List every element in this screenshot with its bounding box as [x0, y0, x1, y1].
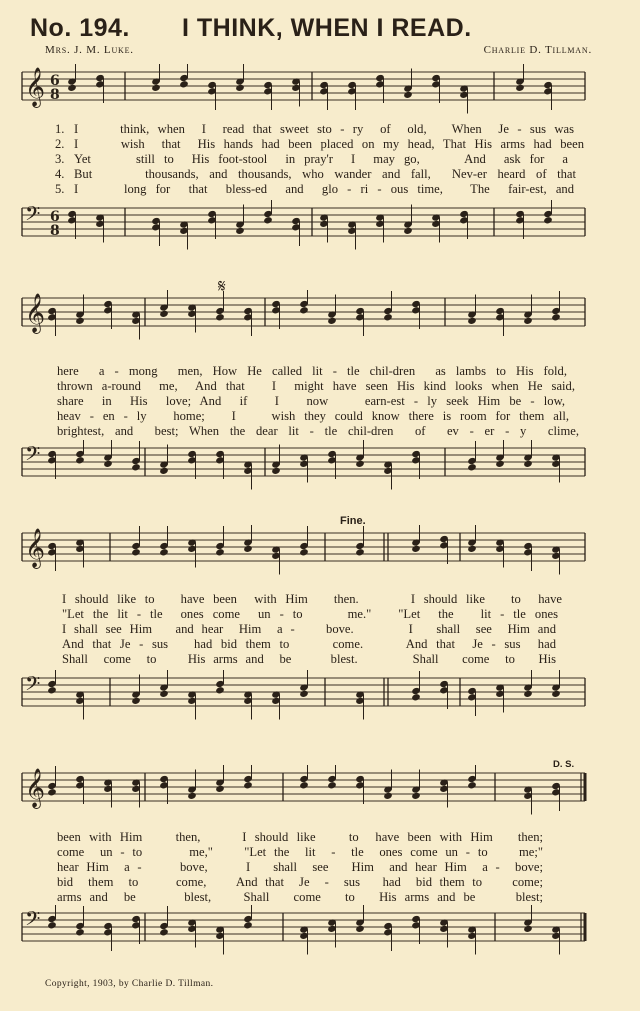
lyric-line	[0, 394, 640, 409]
note-head	[75, 456, 85, 464]
bass-clef-icon: 𝄢	[25, 202, 41, 230]
note-head	[215, 548, 225, 556]
bass-clef-icon: 𝄢	[25, 672, 41, 700]
treble-staff-1	[0, 64, 640, 124]
fine-marker: Fine.	[340, 515, 366, 527]
note-head	[243, 781, 253, 789]
lyric-text: arms and be blest, Shall come to His arms and be blest;	[57, 890, 543, 904]
note-head	[159, 690, 169, 698]
note-head	[467, 781, 477, 789]
lyric-text: thrown a-round me, And that I might have seen His kind looks when He said,	[57, 379, 575, 393]
hymn-header	[30, 14, 620, 44]
note-head	[75, 928, 85, 936]
lyric-line	[0, 182, 640, 197]
lyric-text: I long for that bless-ed and glo - ri - ous time, The fair-est, and	[74, 182, 574, 196]
note-head	[467, 317, 477, 325]
note-head	[47, 686, 57, 694]
note-head	[235, 84, 245, 92]
music-system-2	[0, 276, 640, 490]
lyric-text: I should like to have been with Him then. I should like to have	[62, 592, 562, 606]
music-system-4	[0, 755, 640, 970]
treble-staff-2	[0, 290, 640, 370]
note-head	[327, 317, 337, 325]
note-head	[551, 313, 561, 321]
note-head	[159, 928, 169, 936]
note-head	[467, 463, 477, 471]
lyric-text: here a - mong men, How He called lit - tle chil-dren as lambs to His fold,	[57, 364, 567, 378]
lyric-line	[0, 379, 640, 394]
note-head	[411, 545, 421, 553]
note-head	[187, 792, 197, 800]
lyric-line	[0, 167, 640, 182]
composer-credit: Charlie D. Tillman.	[483, 44, 592, 56]
lyric-text: been with Him then, I should like to have been with Him then;	[57, 830, 543, 844]
lyric-text: Shall come to His arms and be blest. Shall come to His	[62, 652, 556, 666]
lyric-text: Yet still to His foot-stool in pray'r I may go, And ask for a	[74, 152, 568, 166]
lyric-text: hear Him a - bove, I shall see Him and hear Him a - bove;	[57, 860, 543, 874]
note-head	[47, 921, 57, 929]
note-head	[131, 548, 141, 556]
treble-staff-3	[0, 525, 640, 595]
lyric-line	[0, 845, 640, 860]
lyric-line	[0, 637, 640, 652]
lyric-line	[0, 152, 640, 167]
lyric-text: But thousands, and thousands, who wander and fall, Nev-er heard of that	[74, 167, 576, 181]
note-head	[67, 84, 77, 92]
note-head	[131, 463, 141, 471]
segno-marker: 𝄋	[218, 276, 226, 296]
note-head	[523, 460, 533, 468]
music-system-1	[0, 60, 640, 250]
verse-number: 2.	[55, 137, 65, 151]
note-head	[551, 690, 561, 698]
note-head	[299, 548, 309, 556]
note-head	[355, 548, 365, 556]
note-head	[263, 216, 273, 224]
note-head	[75, 317, 85, 325]
note-head	[411, 792, 421, 800]
note-head	[215, 785, 225, 793]
treble-staff-4	[0, 765, 640, 835]
lyric-line	[0, 409, 640, 424]
note-head	[103, 460, 113, 468]
lyric-line	[0, 652, 640, 667]
note-head	[403, 227, 413, 235]
lyric-line	[0, 622, 640, 637]
note-head	[235, 227, 245, 235]
note-head	[159, 467, 169, 475]
note-head	[383, 313, 393, 321]
lyric-text: come un - to me," "Let the lit - tle ones come un - to me;"	[57, 845, 543, 859]
hymn-number: No. 194.	[30, 14, 130, 42]
lyric-line	[0, 860, 640, 875]
bass-staff-1	[0, 200, 640, 260]
verse-number: 4.	[55, 167, 65, 181]
lyric-line	[0, 364, 640, 379]
note-head	[159, 548, 169, 556]
note-head	[151, 84, 161, 92]
verse-number: 5.	[55, 182, 65, 196]
bass-staff-2	[0, 440, 640, 500]
lyric-text: I think, when I read that sweet sto - ry of old, When Je - sus was	[74, 122, 574, 136]
ds-marker: D. S.	[553, 759, 575, 770]
note-head	[299, 781, 309, 789]
note-head	[327, 781, 337, 789]
note-head	[215, 313, 225, 321]
lyric-text: And that Je - sus had bid them to come. And that Je - sus had	[62, 637, 556, 651]
lyric-line	[0, 424, 640, 439]
note-head	[523, 925, 533, 933]
lyrics-block-1	[0, 122, 640, 197]
music-system-3	[0, 515, 640, 730]
lyrics-block-4	[0, 830, 640, 905]
time-signature-bottom: 8	[50, 87, 60, 103]
note-head	[299, 690, 309, 698]
bass-staff-4	[0, 905, 640, 965]
note-head	[131, 697, 141, 705]
verse-number: 1.	[55, 122, 65, 136]
lyric-text: share in His love; And if I now earn-est - ly seek Him be - low,	[57, 394, 565, 408]
time-signature-top: 6	[50, 209, 60, 225]
note-head	[299, 306, 309, 314]
hymn-title: I THINK, WHEN I READ.	[182, 14, 472, 42]
time-signature-bottom: 8	[50, 223, 60, 239]
lyrics-block-2	[0, 364, 640, 439]
note-head	[355, 925, 365, 933]
note-head	[467, 545, 477, 553]
lyric-text: I wish that His hands had been placed on my head, That His arms had been	[74, 137, 584, 151]
note-head	[543, 216, 553, 224]
note-head	[215, 686, 225, 694]
bass-clef-icon: 𝄢	[25, 442, 41, 470]
note-head	[243, 545, 253, 553]
lyrics-block-3	[0, 592, 640, 667]
lyric-text: brightest, and best; When the dear lit - tle chil-dren of ev - er - y clime,	[57, 424, 579, 438]
lyric-text: heav - en - ly home; I wish they could know there is room for them all,	[57, 409, 569, 423]
lyric-text: bid them to come, And that Je - sus had bid them to come;	[57, 875, 543, 889]
note-head	[243, 921, 253, 929]
lyric-line	[0, 137, 640, 152]
treble-clef-icon: 𝄞	[25, 768, 46, 808]
verse-number: 3.	[55, 152, 65, 166]
lyric-line	[0, 875, 640, 890]
lyric-line	[0, 607, 640, 622]
lyric-text: "Let the lit - tle ones come un - to me." "Let the lit - tle ones	[62, 607, 558, 621]
treble-clef-icon: 𝄞	[25, 528, 46, 568]
note-head	[523, 690, 533, 698]
note-head	[179, 80, 189, 88]
treble-clef-icon: 𝄞	[25, 293, 46, 333]
lyric-line	[0, 890, 640, 905]
lyricist-credit: Mrs. J. M. Luke.	[45, 44, 134, 56]
note-head	[383, 792, 393, 800]
treble-clef-icon: 𝄞	[25, 67, 46, 107]
note-head	[355, 460, 365, 468]
note-head	[47, 788, 57, 796]
bass-staff-3	[0, 670, 640, 730]
bass-clef-icon: 𝄢	[25, 907, 41, 935]
lyric-line	[0, 592, 640, 607]
note-head	[523, 317, 533, 325]
lyric-text: I shall see Him and hear Him a - bove. I shall see Him and	[62, 622, 556, 636]
note-head	[271, 467, 281, 475]
note-head	[495, 460, 505, 468]
note-head	[411, 693, 421, 701]
note-head	[515, 84, 525, 92]
lyric-line	[0, 830, 640, 845]
note-head	[159, 310, 169, 318]
note-head	[403, 91, 413, 99]
copyright-notice: Copyright, 1903, by Charlie D. Tillman.	[45, 979, 214, 989]
lyric-line	[0, 122, 640, 137]
time-signature-top: 6	[50, 73, 60, 89]
